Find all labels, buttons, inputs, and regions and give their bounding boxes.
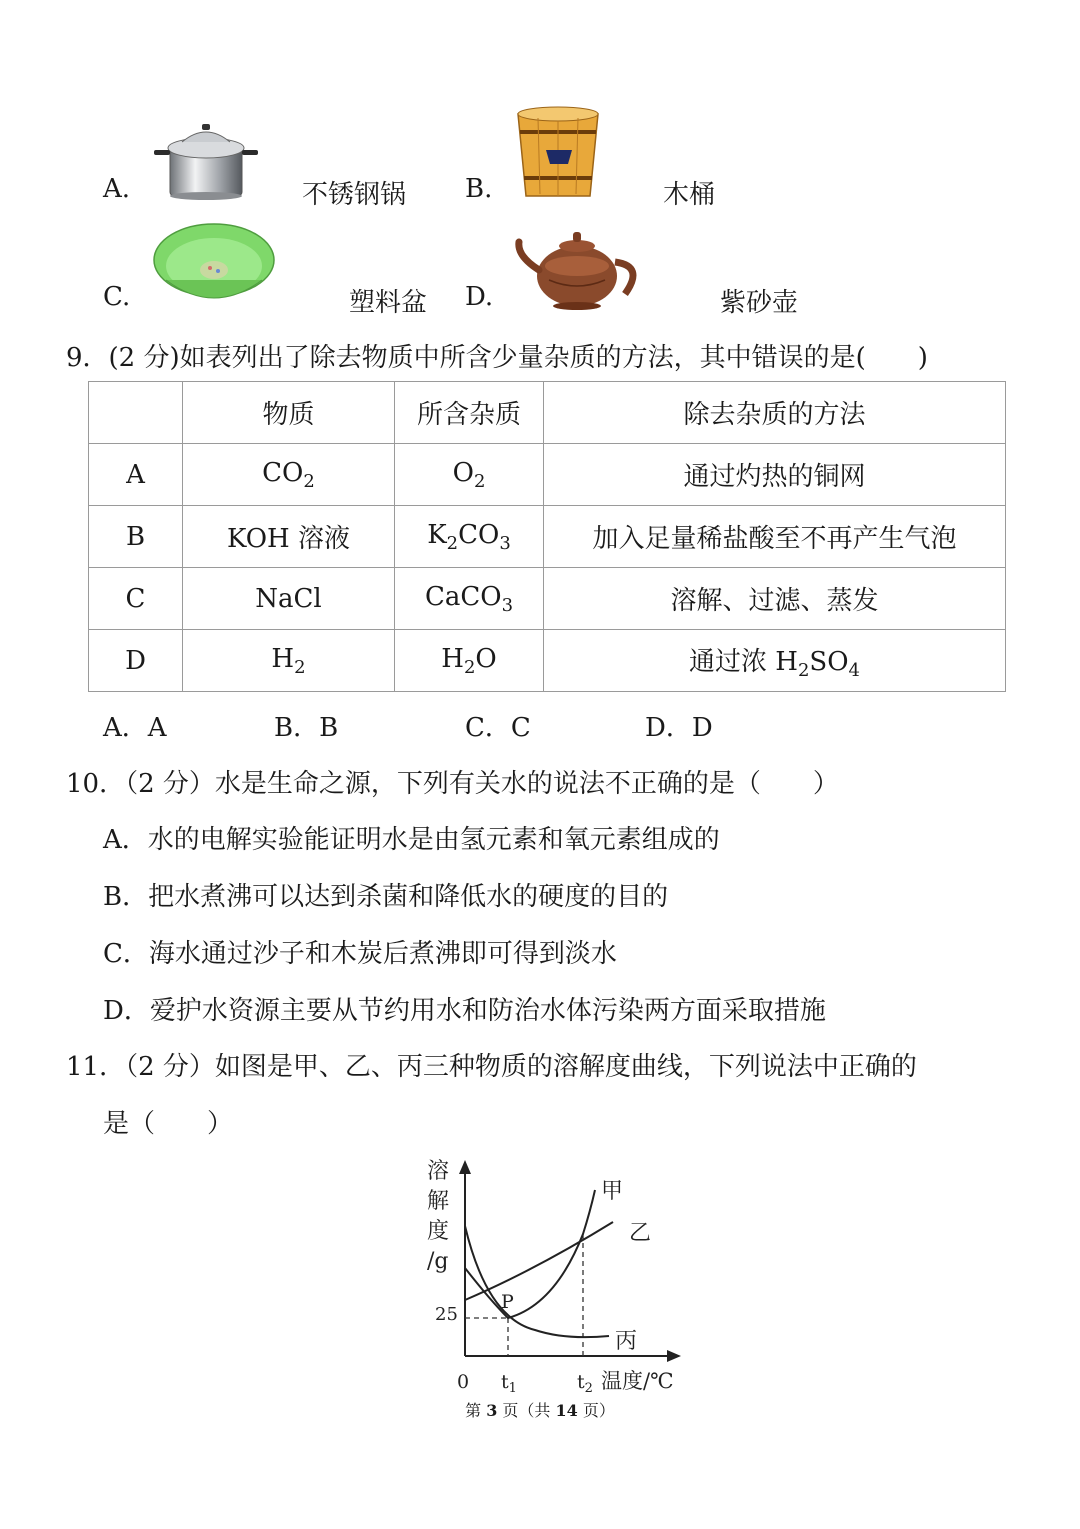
- q9-choice-d: D．D: [645, 713, 713, 743]
- method-cell: 加入足量稀盐酸至不再产生气泡: [544, 506, 1006, 568]
- table-header-cell: [89, 382, 183, 444]
- series-label-bing: 丙: [615, 1329, 638, 1354]
- page-footer: 第 3 页（共 14 页）: [465, 1401, 615, 1420]
- option-c-letter: C.: [103, 282, 131, 312]
- q9-choice-b: B．B: [274, 713, 339, 743]
- method-cell: 溶解、过滤、蒸发: [544, 568, 1006, 630]
- q10-stem: 10．（2 分）水是生命之源，下列有关水的说法不正确的是（ ）: [66, 769, 839, 799]
- impurity-cell: CaCO$_3$: [395, 568, 544, 630]
- substance-cell: NaCl: [183, 568, 395, 630]
- series-label-jia: 甲: [601, 1179, 624, 1204]
- option-b-letter: B.: [465, 174, 493, 204]
- option-d-label: 紫砂壶: [720, 288, 799, 318]
- q10-option-c: C．海水通过沙子和木炭后煮沸即可得到淡水: [103, 939, 617, 969]
- y-label-char: 度: [427, 1219, 450, 1244]
- steel-pot-image: [152, 120, 260, 202]
- y-tick-label: 25: [435, 1304, 458, 1325]
- option-a-label: 不锈钢锅: [302, 180, 407, 210]
- q9-choice-c: C．C: [465, 713, 531, 743]
- impurity-table: [88, 381, 1006, 692]
- q11-stem-line2: 是（ ）: [103, 1109, 234, 1139]
- x-axis-label: 温度/℃: [601, 1369, 674, 1393]
- table-row: [89, 444, 1006, 506]
- impurity-cell: $H_2O$: [395, 630, 544, 692]
- plastic-basin-image: [152, 220, 276, 310]
- substance-cell: $CO_2$: [183, 444, 395, 506]
- impurity-cell: $K_2CO_3$: [395, 506, 544, 568]
- table-header-cell: 所含杂质: [395, 382, 544, 444]
- wooden-bucket-image: [512, 104, 604, 200]
- page-total: 14: [555, 1401, 578, 1420]
- row-label: A: [89, 444, 183, 506]
- method-cell: 通过浓 $H_2SO_4$: [544, 630, 1006, 692]
- substance-cell: $H_2$: [183, 630, 395, 692]
- series-label-yi: 乙: [629, 1221, 652, 1246]
- table-header-row: [89, 382, 1006, 444]
- y-axis-arrow: [459, 1160, 471, 1174]
- option-d-letter: D.: [465, 282, 494, 312]
- row-label: B: [89, 506, 183, 568]
- origin-label: 0: [457, 1371, 470, 1393]
- table-row: [89, 568, 1006, 630]
- point-label: P: [501, 1291, 514, 1313]
- substance-cell: KOH 溶液: [183, 506, 395, 568]
- q10-option-b: B．把水煮沸可以达到杀菌和降低水的硬度的目的: [103, 882, 669, 912]
- row-label: D: [89, 630, 183, 692]
- y-label-char: /g: [427, 1249, 449, 1274]
- q9-choice-a: A．A: [103, 713, 167, 743]
- clay-teapot-image: [515, 226, 647, 312]
- row-label: C: [89, 568, 183, 630]
- y-label-char: 解: [427, 1189, 450, 1214]
- table-header-cell: 物质: [183, 382, 395, 444]
- method-cell: 通过灼热的铜网: [544, 444, 1006, 506]
- x-tick-label: $t_2$: [577, 1371, 593, 1396]
- curve-jia: [465, 1190, 595, 1318]
- y-label-char: 溶: [427, 1159, 450, 1184]
- option-b-label: 木桶: [663, 180, 716, 210]
- q10-option-d: D．爱护水资源主要从节约用水和防治水体污染两方面采取措施: [103, 996, 826, 1026]
- option-c-label: 塑料盆: [349, 288, 428, 318]
- table-row: [89, 630, 1006, 692]
- x-tick-label: $t_1$: [501, 1371, 517, 1396]
- q9-stem: 9．(2 分)如表列出了除去物质中所含少量杂质的方法，其中错误的是( ): [66, 343, 928, 373]
- table-header-cell: 除去杂质的方法: [544, 382, 1006, 444]
- option-a-letter: A.: [103, 174, 131, 204]
- solubility-chart: [415, 1150, 690, 1398]
- page-number: 3: [486, 1401, 498, 1420]
- curve-bing: [465, 1226, 609, 1337]
- q11-stem-line1: 11．（2 分）如图是甲、乙、丙三种物质的溶解度曲线，下列说法中正确的: [66, 1052, 917, 1082]
- x-axis-arrow: [667, 1350, 681, 1362]
- impurity-cell: $O_2$: [395, 444, 544, 506]
- table-row: [89, 506, 1006, 568]
- q10-option-a: A．水的电解实验能证明水是由氢元素和氧元素组成的: [103, 825, 720, 855]
